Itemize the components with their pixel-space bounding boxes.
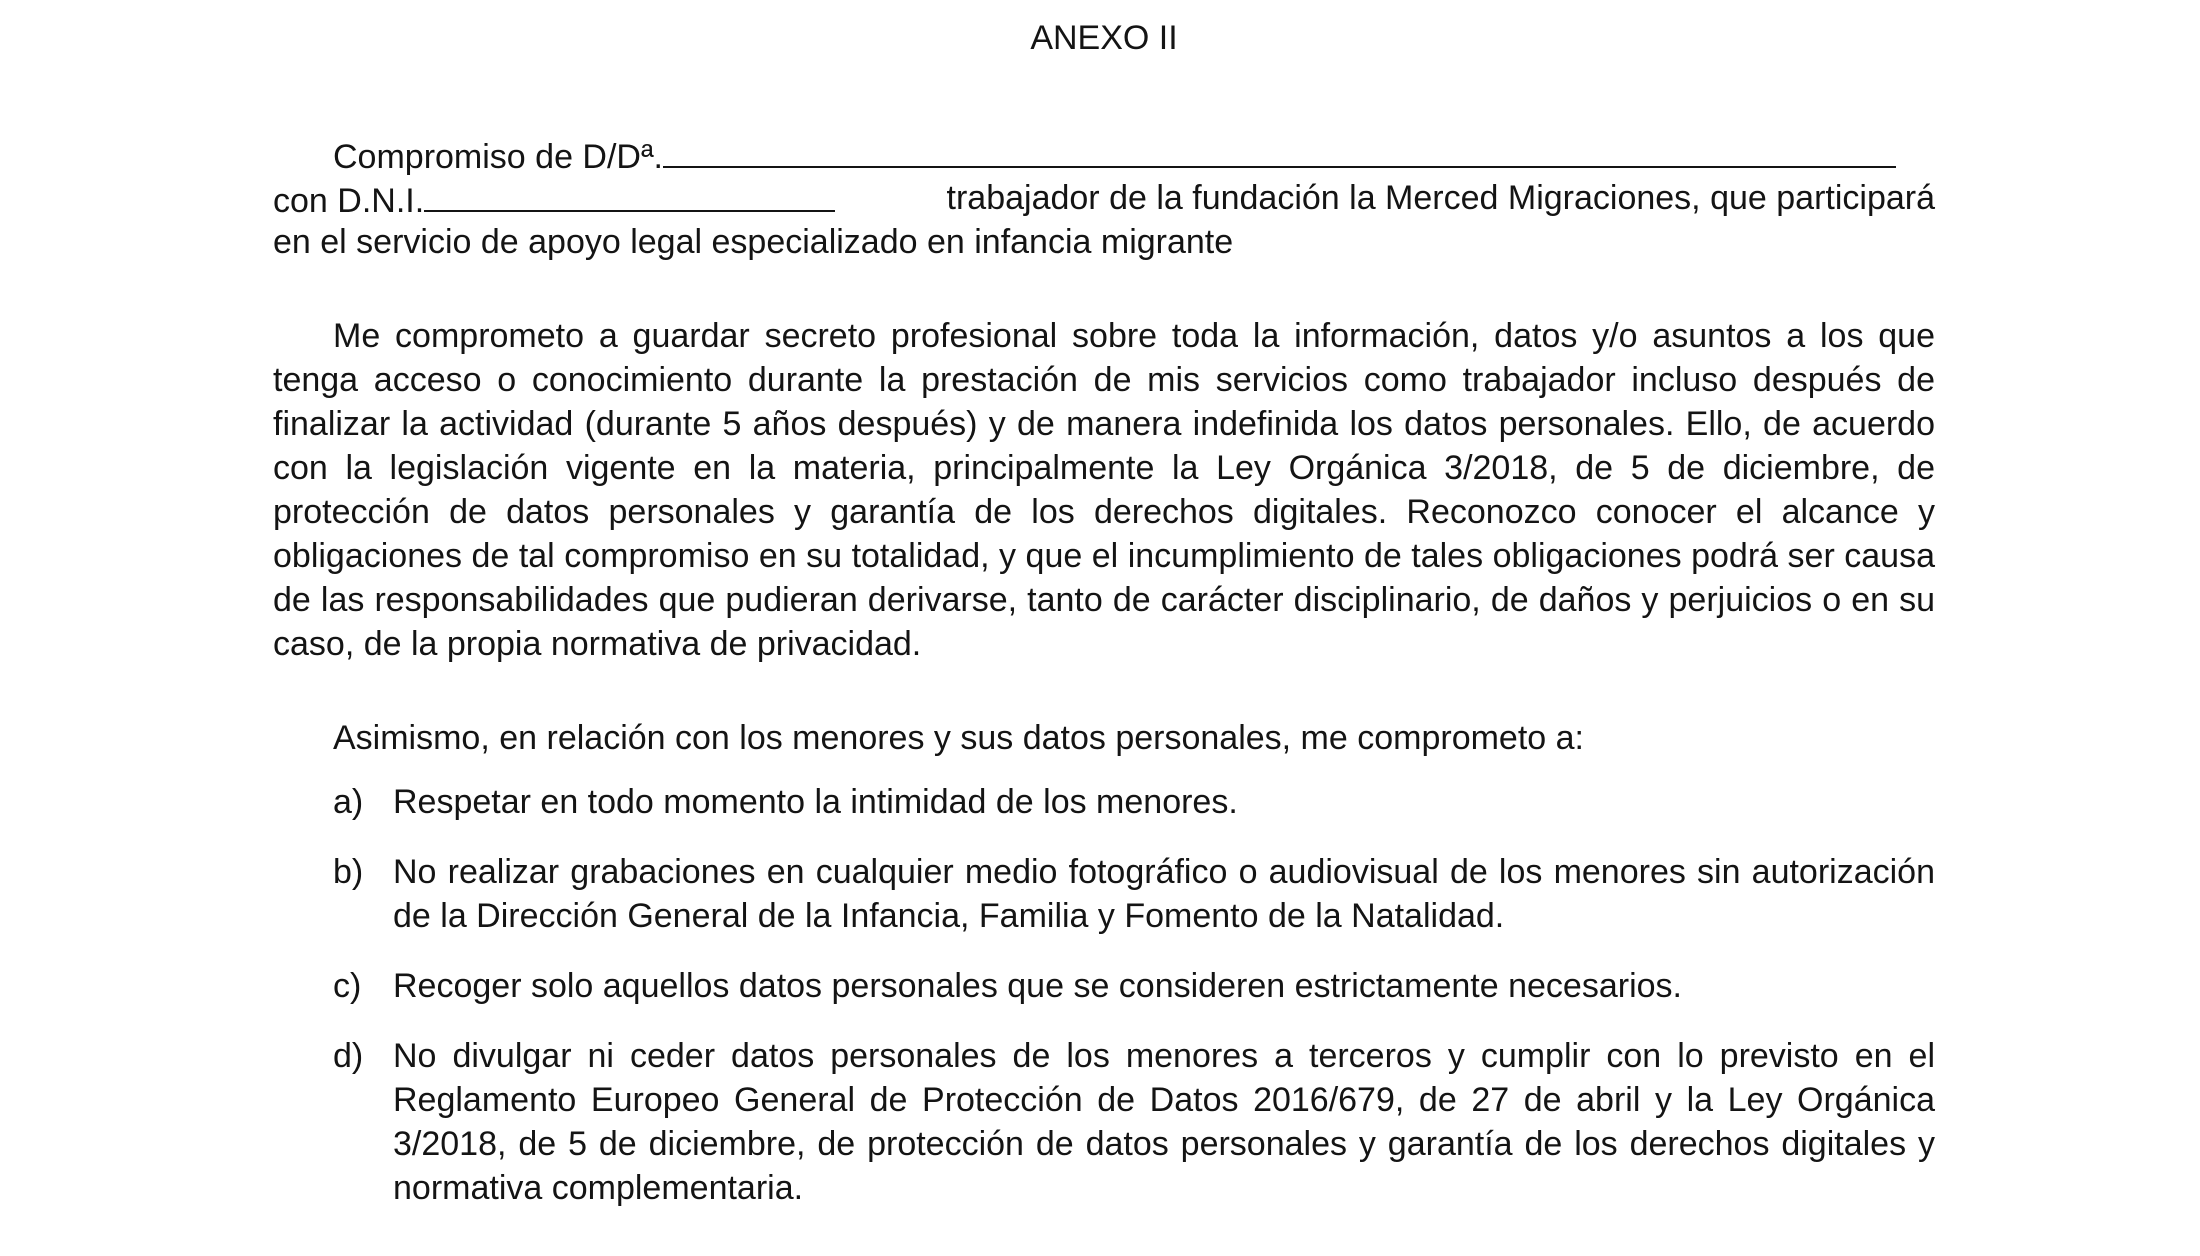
name-label: Compromiso de D/Dª. [333, 138, 664, 176]
confidentiality-paragraph: Me comprometo a guardar secreto profesional sobre toda la información, datos y/o asuntos a los que tenga acceso o conocimiento durante la prestación de mis servicios como trabajador incluso después de finalizar la actividad (durante 5 años después) y de manera indefinida los datos personales. Ello, de acuerdo con la legislación vigente en la materia, principalmente la Ley Orgánica 3/2018, de 5 de diciembre, de protección de datos personales y garantía de los derechos digitales. Reconozco conocer el alcance y obligaciones de tal compromiso en su totalidad, y que el incumplimiento de tales obligaciones podrá ser causa de las responsabilidades que pudieran derivarse, tanto de carácter disciplinario, de daños y perjuicios o en su caso, de la propia normativa de privacidad. [273, 317, 1935, 663]
list-item-label: b) [333, 853, 364, 891]
list-item-label: d) [333, 1037, 364, 1075]
list-intro: Asimismo, en relación con los menores y sus datos personales, me comprometo a: [333, 719, 1584, 757]
service-line: en el servicio de apoyo legal especializado en infancia migrante [273, 223, 1234, 261]
list-item-text: Respetar en todo momento la intimidad de los menores. [393, 783, 1238, 821]
document-page [273, 0, 1935, 1236]
list-item-label: a) [333, 783, 364, 821]
list-item-text: No divulgar ni ceder datos personales de los menores a terceros y cumplir con lo previsto en el Reglamento Europeo General de Protección de Datos 2016/679, de 27 de abril y la Ley Orgánica 3/2018, de 5 de diciembre, de protección de datos personales y garantía de los derechos digitales y normativa complementaria. [393, 1037, 1935, 1207]
list-item [273, 964, 1935, 1008]
list-item [273, 780, 1935, 824]
dni-label: con D.N.I. [273, 182, 425, 220]
list-item [273, 1034, 1935, 1210]
commitments-list [273, 780, 1935, 1210]
list-item-text: No realizar grabaciones en cualquier medio fotográfico o audiovisual de los menores sin autorización de la Dirección General de la Infancia, Familia y Fomento de la Natalidad. [393, 853, 1935, 935]
list-item-label: c) [333, 967, 362, 1005]
name-line [273, 132, 1935, 176]
dni-blank-field[interactable] [424, 176, 835, 212]
name-blank-field[interactable] [663, 132, 1896, 168]
dni-line [273, 176, 1935, 220]
dni-line-text: trabajador de la fundación la Merced Migraciones, que participará [946, 179, 1935, 217]
list-item-text: Recoger solo aquellos datos personales que se consideren estrictamente necesarios. [393, 967, 1682, 1005]
list-item [273, 850, 1935, 938]
identification-block [273, 132, 1935, 264]
document-title: ANEXO II [1030, 19, 1178, 57]
